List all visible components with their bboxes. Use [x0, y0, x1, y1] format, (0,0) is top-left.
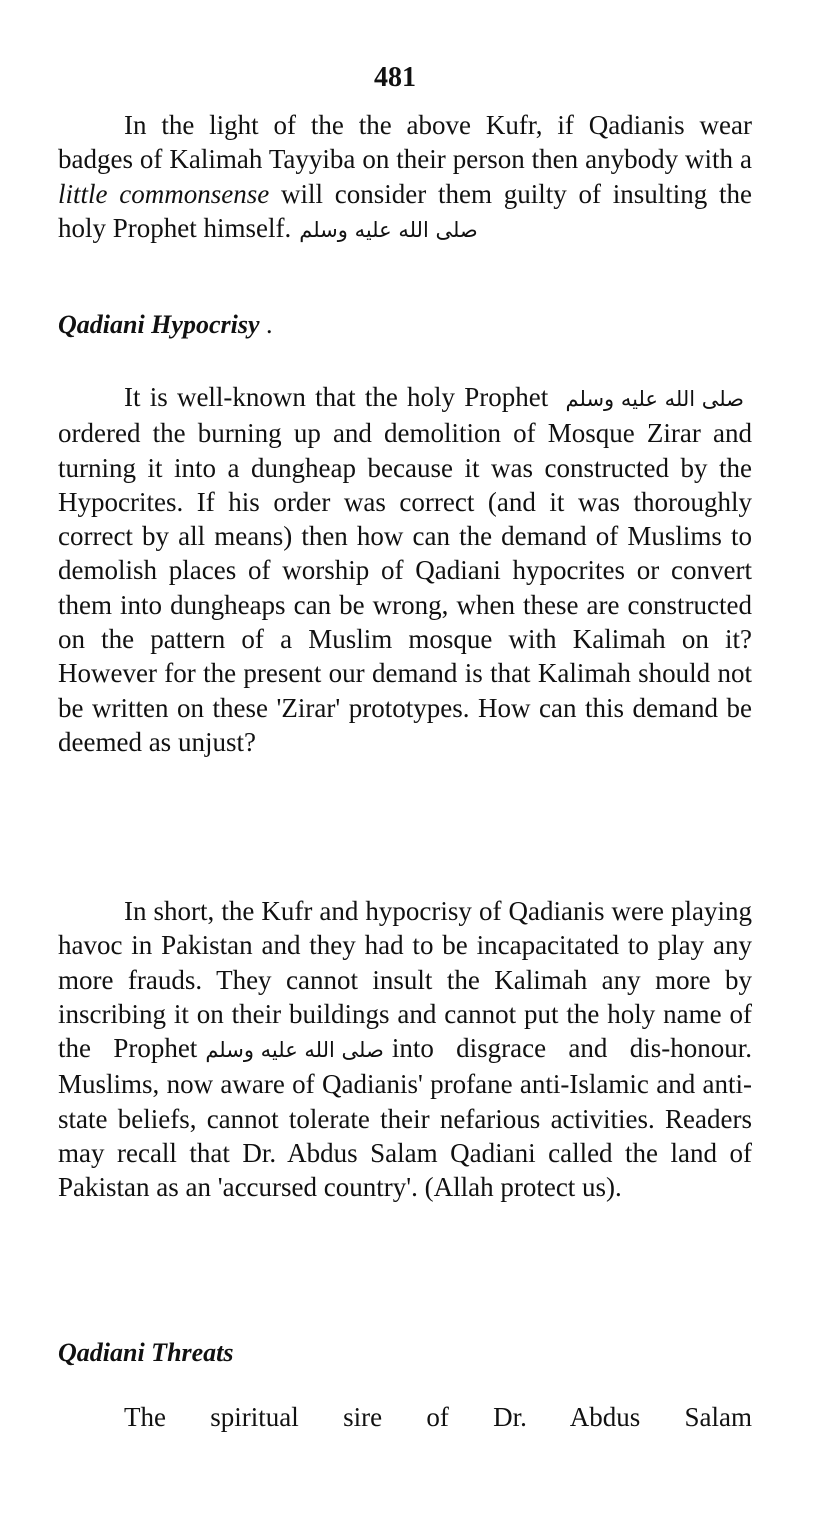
- heading-suffix: .: [266, 310, 273, 339]
- page-number: 481: [374, 62, 416, 93]
- paragraph-in-short-text-after: into disgrace and dis-honour. Muslims, now aware of Qadianis' profane anti-Islamic and anti-state beliefs, cannot tolerate their nefarious activities. Readers may recall that Dr. Abdus Salam Qadiani called the land of Pakistan as an 'accursed country'. (Allah protect us).: [58, 1033, 752, 1203]
- paragraph-threats-text: The spiritual sire of Dr. Abdus Salam: [124, 1402, 752, 1432]
- honorific-arabic: صلى الله عليه وسلم: [565, 387, 745, 411]
- paragraph-intro-italic: little commonsense: [58, 178, 270, 209]
- paragraph-in-short: [58, 894, 752, 1205]
- section-heading-hypocrisy-text: Qadiani Hypocrisy: [58, 310, 260, 339]
- paragraph-hypocrisy-text-after: ordered the burning up and demolition of Mosque Zirar and turning it into a dungheap because it was constructed by the Hypocrites. If his order was correct (and it was thoroughly correct by all means) then how can the demand of Muslims to demolish places of worship of Qadiani hypocrites or convert them into dungheaps can be wrong, when these are constructed on the pattern of a Muslim mosque with Kalimah on it? However for the present our demand is that Kalimah should not be written on these 'Zirar' prototypes. How can this demand be deemed as unjust?: [58, 418, 752, 757]
- section-heading-threats: Qadiani Threats: [58, 1338, 234, 1367]
- section-heading-hypocrisy: [58, 310, 273, 340]
- paragraph-intro: [58, 108, 752, 247]
- paragraph-in-short-text-before: In short, the Kufr and hypocrisy of Qadianis were playing havoc in Pakistan and they had to be incapacitated to play any more frauds. They cannot insult the Kalimah any more by inscribing it on their buildings and cannot put the holy name of the Prophet: [58, 896, 752, 1064]
- honorific-arabic: صلى الله عليه وسلم: [299, 217, 478, 242]
- paragraph-intro-text-after: will consider them guilty of insulting the holy Prophet himself.: [58, 178, 752, 243]
- paragraph-hypocrisy-text-before: It is well-known that the holy Prophet: [124, 382, 549, 412]
- paragraph-threats: [58, 1400, 752, 1434]
- paragraph-intro-text: In the light of the the above Kufr, if Qadianis wear badges of Kalimah Tayyiba on their person then anybody with a: [58, 110, 752, 175]
- paragraph-hypocrisy: [58, 380, 752, 759]
- honorific-arabic: صلى الله عليه وسلم: [205, 1038, 384, 1063]
